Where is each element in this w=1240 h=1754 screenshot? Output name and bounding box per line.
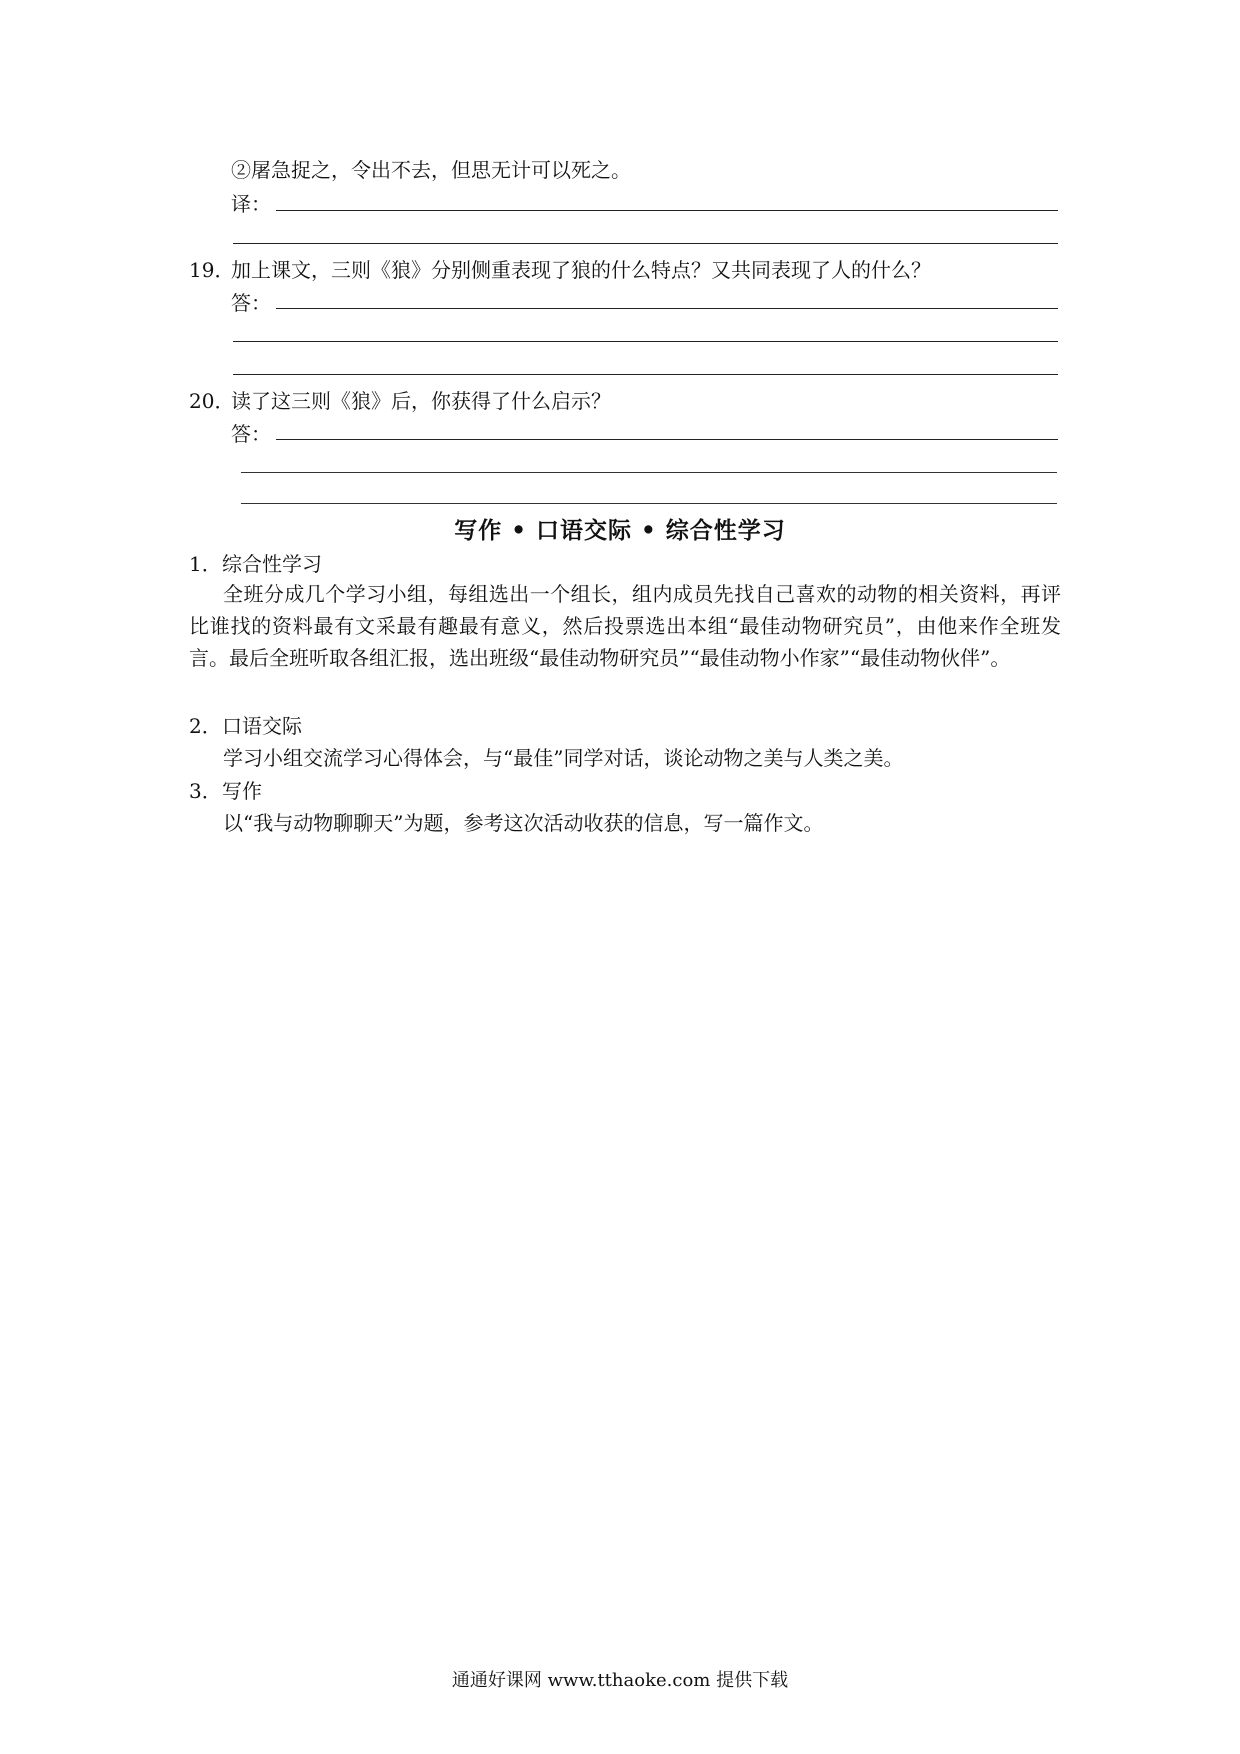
q20-number: 20．: [189, 389, 235, 413]
answer-line: [233, 341, 1058, 342]
q18-answer-label: 译：: [231, 192, 271, 216]
item-2-number: 2．: [189, 714, 222, 738]
q19-question: 加上课文，三则《狼》分别侧重表现了狼的什么特点？又共同表现了人的什么？: [231, 258, 931, 282]
item-1-heading: 综合性学习: [222, 552, 322, 576]
answer-line: [241, 503, 1057, 504]
answer-line: [233, 374, 1058, 375]
item-3-body: 以“我与动物聊聊天”为题，参考这次活动收获的信息，写一篇作文。: [223, 811, 824, 835]
q20-question: 读了这三则《狼》后，你获得了什么启示？: [231, 389, 611, 413]
item-1-body: 全班分成几个学习小组，每组选出一个组长，组内成员先找自己喜欢的动物的相关资料，再评比谁找的资料最有文采最有趣最有意义，然后投票选出本组“最佳动物研究员”，由他来作全班发言。最后全班听取各组汇报，选出班级“最佳动物研究员”“最佳动物小作家”“最佳动物伙伴”。: [189, 582, 1061, 670]
item-2-body: 学习小组交流学习心得体会，与“最佳”同学对话，谈论动物之美与人类之美。: [223, 746, 904, 770]
q19-answer-label: 答：: [231, 291, 271, 315]
answer-line: [276, 439, 1058, 440]
item-1-number: 1．: [189, 552, 222, 576]
q20-answer-label: 答：: [231, 422, 271, 446]
answer-line: [233, 243, 1058, 244]
q18-sentence: ②屠急捉之，令出不去，但思无计可以死之。: [231, 158, 631, 182]
q19-number: 19．: [189, 258, 235, 282]
item-3-number: 3．: [189, 779, 222, 803]
answer-line: [276, 210, 1058, 211]
answer-line: [241, 472, 1057, 473]
section-title: 写作 • 口语交际 • 综合性学习: [454, 517, 786, 544]
item-3-heading: 写作: [222, 779, 262, 803]
answer-line: [276, 308, 1058, 309]
item-2-heading: 口语交际: [222, 714, 302, 738]
page-footer: 通通好课网 www.tthaoke.com 提供下载: [451, 1670, 789, 1691]
